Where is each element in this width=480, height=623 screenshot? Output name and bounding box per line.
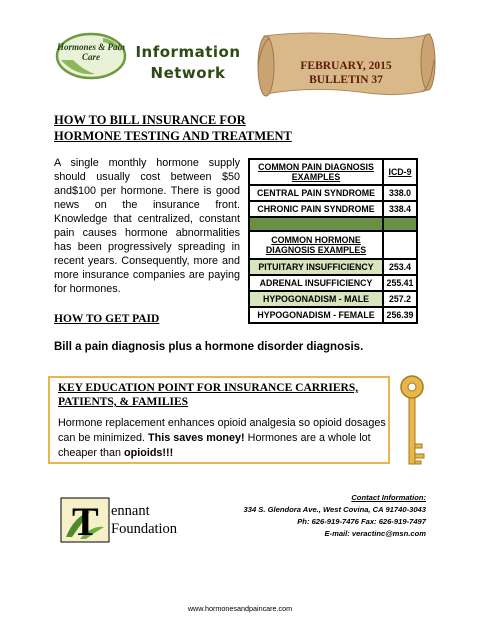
education-title: KEY EDUCATION POINT FOR INSURANCE CARRIERS, PATIENTS, & FAMILIES (58, 382, 359, 408)
table-row: PITUITARY INSUFFICIENCY 253.4 (249, 259, 417, 275)
table-row: HYPOGONADISM - MALE 257.2 (249, 291, 417, 307)
organization-name: ennant Foundation (111, 503, 178, 537)
table-row: CENTRAL PAIN SYNDROME 338.0 (249, 185, 417, 201)
hormone-header: COMMON HORMONE DIAGNOSIS EXAMPLES (249, 231, 383, 259)
logo-text: Hormones & Pain Care (56, 42, 125, 62)
table-row: CHRONIC PAIN SYNDROME 338.4 (249, 201, 417, 217)
table-header-row (249, 159, 417, 185)
bulletin-date: FEBRUARY, 2015 (300, 60, 392, 72)
contact-info (222, 492, 426, 540)
contact-heading: Contact Information: (351, 493, 426, 502)
gold-key-icon (394, 374, 430, 474)
hormones-pain-care-logo (55, 30, 127, 82)
intro-paragraph: A single monthly hormone supply should usually cost between $50 and$100 per hormone. There is good news on the insurance front. Knowledge that centralized, constant pain causes hormone abnormalities has been progressively spreading in recent years. Consequently, more and more insurance companies are paying for hormones. (54, 157, 240, 295)
table-header-row (249, 231, 417, 259)
tennant-foundation-logo (60, 497, 110, 543)
bulletin-number: BULLETIN 37 (309, 74, 383, 86)
network-title: Information Network (135, 43, 241, 82)
education-text: Hormone replacement enhances opioid analgesia so opioid dosages can be minimized. This saves money! Hormones are a whole lot cheaper than opioids!!! (58, 417, 386, 459)
get-paid-heading: HOW TO GET PAID (54, 313, 160, 325)
page-title: HOW TO BILL INSURANCE FOR HORMONE TESTING AND TREATMENT (54, 113, 292, 143)
bulletin-info (276, 59, 416, 87)
diagnosis-table (248, 158, 418, 324)
table-row: ADRENAL INSUFFICIENCY 255.41 (249, 275, 417, 291)
website-link[interactable]: www.hormonesandpaincare.com (187, 604, 293, 613)
address: 334 S. Glendora Ave., West Covina, CA 91740-3043 (243, 505, 426, 514)
code-header: ICD-9 (383, 159, 417, 185)
email[interactable]: E-mail: veractinc@msn.com (324, 529, 426, 538)
bill-instruction: Bill a pain diagnosis plus a hormone disorder diagnosis. (54, 341, 364, 353)
pain-header: COMMON PAIN DIAGNOSIS EXAMPLES (249, 159, 383, 185)
logo-letter: T (72, 499, 99, 543)
table-divider-row (249, 217, 417, 231)
phone-fax: Ph: 626-919-7476 Fax: 626-919-7497 (297, 517, 426, 526)
table-row: HYPOGONADISM - FEMALE 256.39 (249, 307, 417, 323)
